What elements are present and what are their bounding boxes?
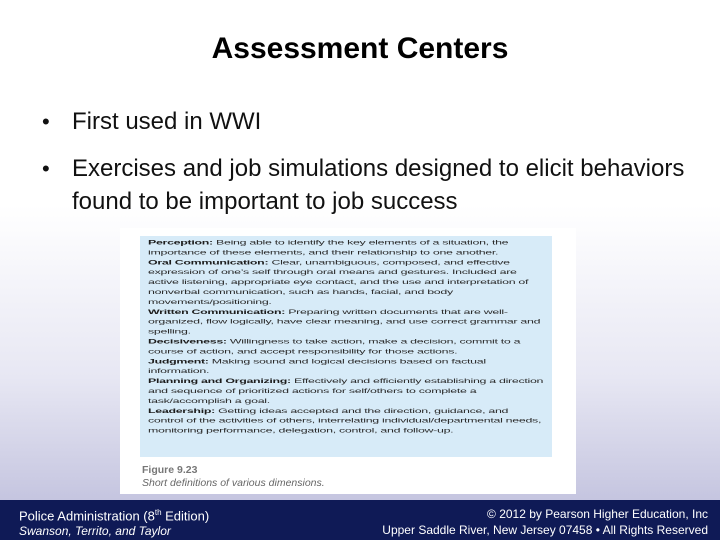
definition-term: Planning and Organizing: — [148, 377, 291, 385]
definition-term: Oral Communication: — [148, 258, 269, 266]
book-title-suffix: Edition) — [161, 508, 210, 524]
definition-item — [148, 258, 546, 307]
definition-item — [148, 238, 546, 258]
definition-text: Effectively and efficiently establishing a direction and sequence of prioritized actions for self/others to complete a task/accomplish a goal. — [148, 377, 544, 405]
figure-caption — [142, 464, 325, 490]
definition-term: Decisiveness: — [148, 337, 227, 345]
definition-item — [148, 307, 546, 337]
figure-caption-text: Short definitions of various dimensions. — [142, 477, 325, 489]
definition-term: Leadership: — [148, 407, 215, 415]
bullet-list — [42, 105, 702, 232]
slide-title: Assessment Centers — [211, 32, 509, 65]
book-edition-sup: th — [154, 508, 162, 517]
definition-text: Willingness to take action, make a decision, commit to a course of action, and accept responsibility for those actions. — [148, 337, 521, 355]
publisher-address: Upper Saddle River, New Jersey 07458 • All Rights Reserved — [382, 523, 708, 537]
definition-text: Being able to identify the key elements of a situation, the importance of these elements, and their relationship to one another. — [148, 239, 509, 256]
definition-term: Written Communication: — [148, 308, 286, 316]
definition-text: Getting ideas accepted and the direction, guidance, and control of the activities of others, interrelating individual/departmental needs, monitoring performance, delegation, control, and follow-up. — [148, 407, 542, 435]
book-title-prefix: Police Administration (8 — [19, 508, 155, 524]
definition-item — [148, 337, 546, 357]
bullet-item: • First used in WWI — [42, 105, 702, 138]
copyright-notice: © 2012 by Pearson Higher Education, Inc — [487, 507, 708, 521]
definition-text: Making sound and logical decisions based on factual information. — [148, 357, 486, 375]
definition-item — [148, 357, 546, 377]
footer-bar — [0, 500, 720, 540]
figure-image — [120, 228, 576, 494]
figure-label: Figure 9.23 — [142, 464, 198, 476]
bullet-item: • Exercises and job simulations designed to elicit behaviors found to be important to job success — [42, 152, 702, 218]
definition-text: Preparing written documents that are well-organized, flow logically, have clear meaning, and use correct grammar and spelling. — [148, 308, 541, 336]
book-authors: Swanson, Territo, and Taylor — [19, 524, 171, 538]
definition-text: Clear, unambiguous, composed, and effective expression of one’s self through oral means and gestures. Included are active listening, appropriate eye contact, and the use and interpretation of nonverbal communication, such as hands, facial, and body movements/positioning. — [148, 258, 529, 306]
definitions-box — [140, 236, 552, 457]
definition-item — [148, 406, 546, 436]
definition-term: Judgment: — [148, 357, 209, 365]
definition-term: Perception: — [148, 239, 213, 246]
book-title — [19, 508, 209, 523]
definition-item — [148, 377, 546, 407]
